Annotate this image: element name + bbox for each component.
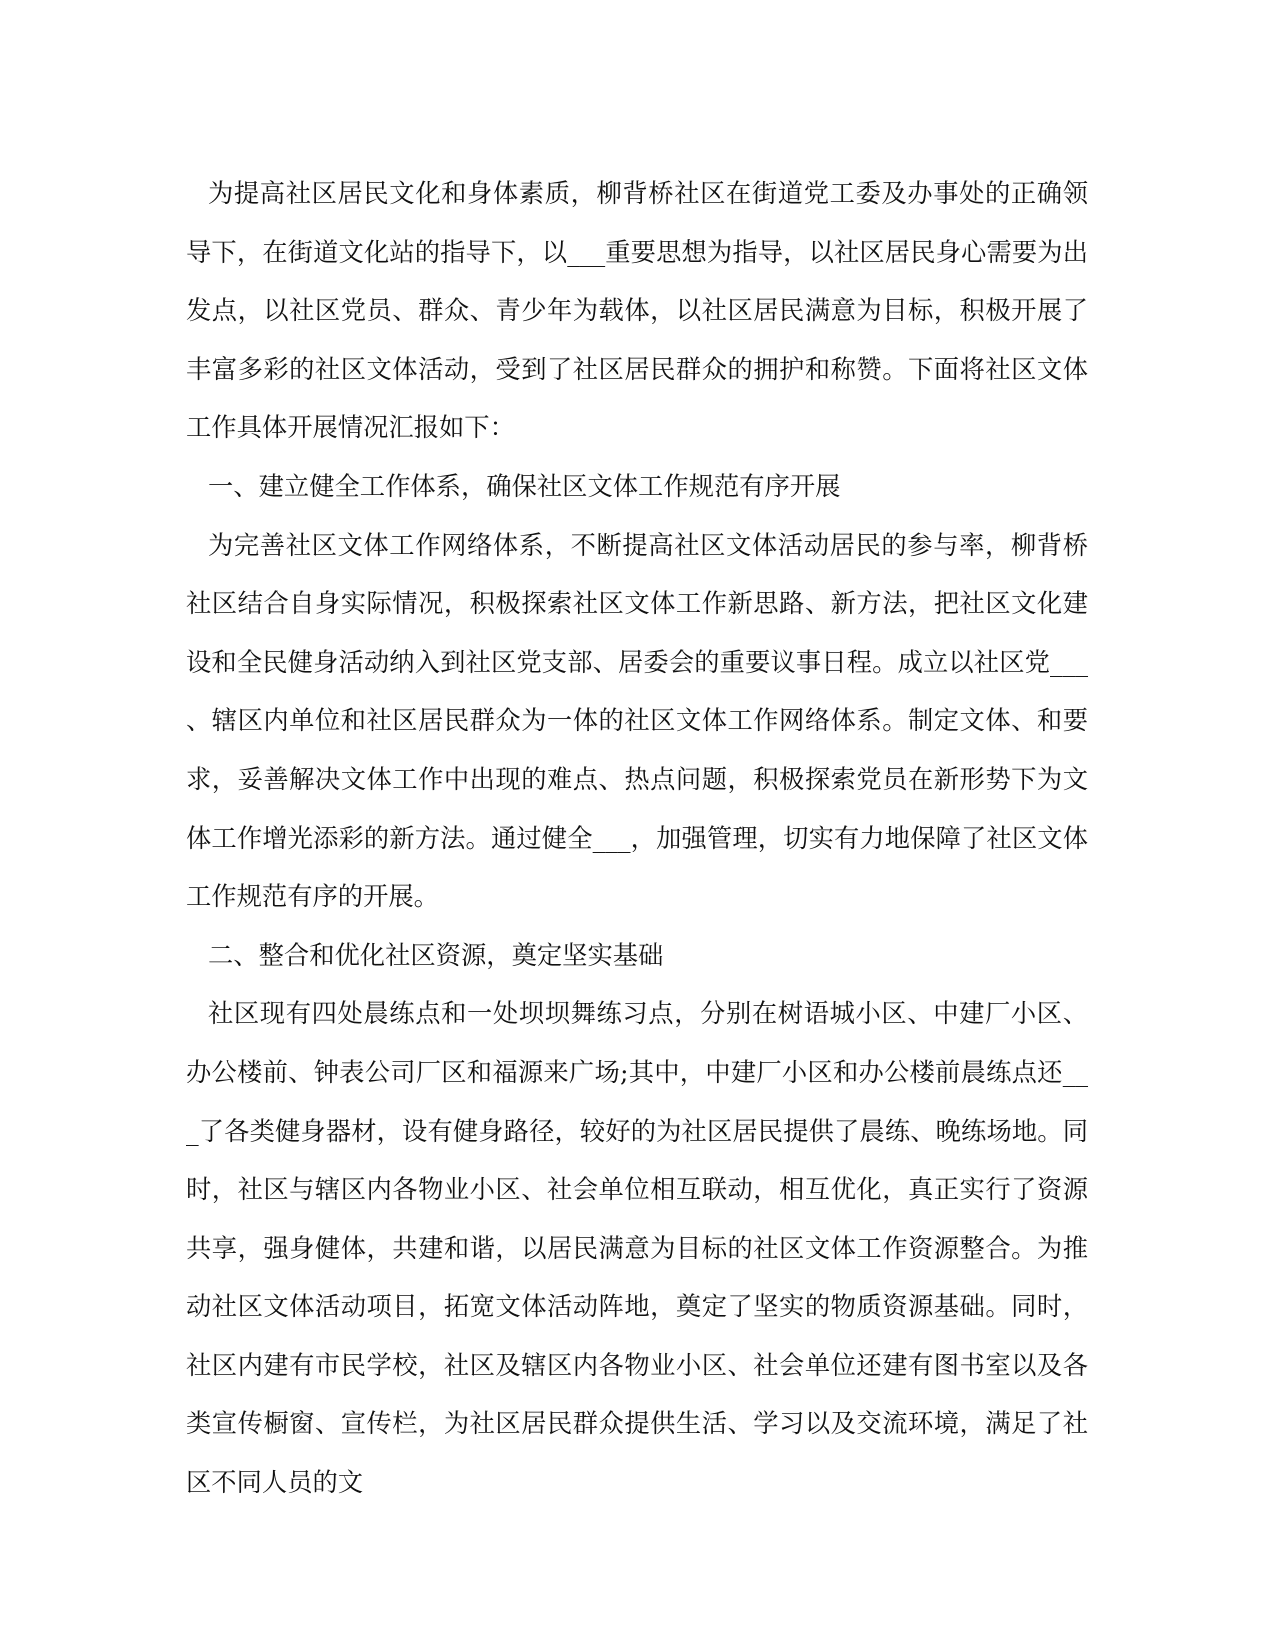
section-heading-2: 二、整合和优化社区资源，奠定坚实基础 <box>208 940 664 970</box>
paragraph-section-1: 为完善社区文体工作网络体系，不断提高社区文体活动居民的参与率，柳背桥社区结合自身实际情况，积极探索社区文体工作新思路、新方法，把社区文化建设和全民健身活动纳入到社区党支部、居委会的重要议事日程。成立以社区党___、辖区内单位和社区居民群众为一体的社区文体工作网络体系。制定文体、和要求，妥善解决文体工作中出现的难点、热点问题，积极探索党员在新形势下为文体工作增光添彩的新方法。通过健全___，加强管理，切实有力地保障了社区文体工作规范有序的开展。 <box>186 530 1088 912</box>
paragraph-intro: 为提高社区居民文化和身体素质，柳背桥社区在街道党工委及办事处的正确领导下，在街道文化站的指导下，以___重要思想为指导，以社区居民身心需要为出发点，以社区党员、群众、青少年为载体，以社区居民满意为目标，积极开展了丰富多彩的社区文体活动，受到了社区居民群众的拥护和称赞。下面将社区文体工作具体开展情况汇报如下： <box>186 179 1088 443</box>
section-heading-1: 一、建立健全工作体系，确保社区文体工作规范有序开展 <box>208 471 841 501</box>
paragraph-section-2: 社区现有四处晨练点和一处坝坝舞练习点，分别在树语城小区、中建厂小区、办公楼前、钟表公司厂区和福源来广场;其中，中建厂小区和办公楼前晨练点还___了各类健身器材，设有健身路径，较好的为社区居民提供了晨练、晚练场地。同时，社区与辖区内各物业小区、社会单位相互联动，相互优化，真正实行了资源共享，强身健体，共建和谐，以居民满意为目标的社区文体工作资源整合。为推动社区文体活动项目，拓宽文体活动阵地，奠定了坚实的物质资源基础。同时，社区内建有市民学校，社区及辖区内各物业小区、社会单位还建有图书室以及各类宣传橱窗、宣传栏，为社区居民群众提供生活、学习以及交流环境，满足了社区不同人员的文 <box>186 999 1088 1498</box>
document-body <box>186 165 1088 1513</box>
